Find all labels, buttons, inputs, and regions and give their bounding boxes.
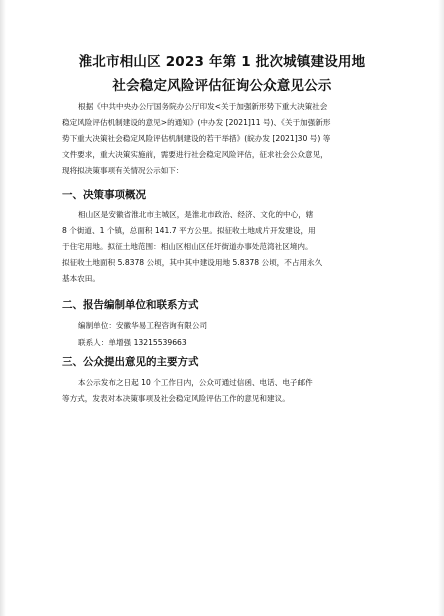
document-title-line-1: 淮北市相山区 2023 年第 1 批次城镇建设用地 <box>78 54 366 70</box>
section-1-line-1: 相山区是安徽省淮北市主城区，是淮北市政治、经济、文化的中心，辖 <box>78 210 314 219</box>
intro-line-4: 文件要求，重大决策实施前，需要进行社会稳定风险评估，征求社会公众意见， <box>62 150 328 159</box>
section-1-line-5: 基本农田。 <box>62 274 100 283</box>
document-title-line-2: 社会稳定风险评估征询公众意见公示 <box>112 78 332 94</box>
section-2-unit: 编制单位：安徽华易工程咨询有限公司 <box>78 321 208 330</box>
intro-paragraph <box>62 99 392 179</box>
intro-line-5: 现将拟决策事项有关情况公示如下： <box>62 166 184 175</box>
section-3-paragraph <box>62 375 392 407</box>
section-2-heading: 二、报告编制单位和联系方式 <box>62 299 199 311</box>
intro-line-3: 势下重大决策社会稳定风险评估机制建设的若干举措》(皖办发 [2021]30 号) 等 <box>62 134 331 143</box>
section-1-line-4: 拟征收土地面积 5.8378 公顷，其中其中建设用地 5.8378 公顷，不占用永久 <box>62 258 323 267</box>
section-3-heading: 三、公众提出意见的主要方式 <box>62 356 199 368</box>
section-3-line-1: 本公示发布之日起 10 个工作日内，公众可通过信函、电话、电子邮件 <box>78 378 313 387</box>
section-1-line-2: 8 个街道、1 个镇，总面积 141.7 平方公里。拟征收土地成片开发建设，用 <box>62 226 316 235</box>
section-1-heading: 一、决策事项概况 <box>62 189 146 201</box>
section-2-contact: 联系人：单增强 13215539663 <box>78 338 187 347</box>
section-3-line-2: 等方式，发表对本决策事项及社会稳定风险评估工作的意见和建议。 <box>62 394 290 403</box>
intro-line-1: 根据《中共中央办公厅国务院办公厅印发<关于加强新形势下重大决策社会 <box>78 102 328 111</box>
section-1-paragraph <box>62 207 392 287</box>
intro-line-2: 稳定风险评估机制建设的意见>的通知》(中办发 [2021]11 号)、《关于加强新形 <box>62 118 331 127</box>
section-1-line-3: 于住宅用地。拟征土地范围：相山区相山区任圩街道办事处范湾社区境内。 <box>62 242 313 251</box>
